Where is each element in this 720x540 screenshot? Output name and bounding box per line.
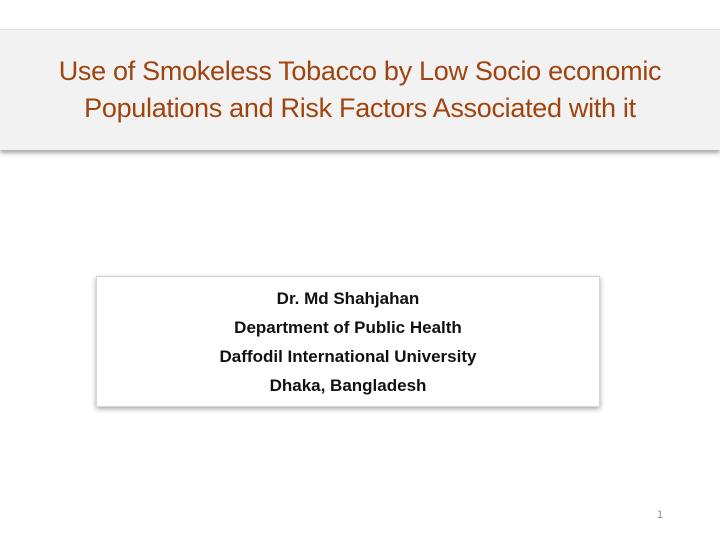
- slide-title: [20, 53, 700, 127]
- page-number: 1: [656, 509, 664, 521]
- slide-title-line-1: Use of Smokeless Tobacco by Low Socio economic: [58, 56, 662, 86]
- slide-title-line-2: Populations and Risk Factors Associated with it: [84, 93, 636, 123]
- title-band: [0, 29, 720, 150]
- author-name: Dr. Md Shahjahan: [276, 288, 420, 308]
- author-location: Dhaka, Bangladesh: [269, 375, 427, 395]
- author-university: Daffodil International University: [219, 346, 477, 366]
- author-department: Department of Public Health: [234, 317, 462, 337]
- author-info-box: [96, 276, 600, 407]
